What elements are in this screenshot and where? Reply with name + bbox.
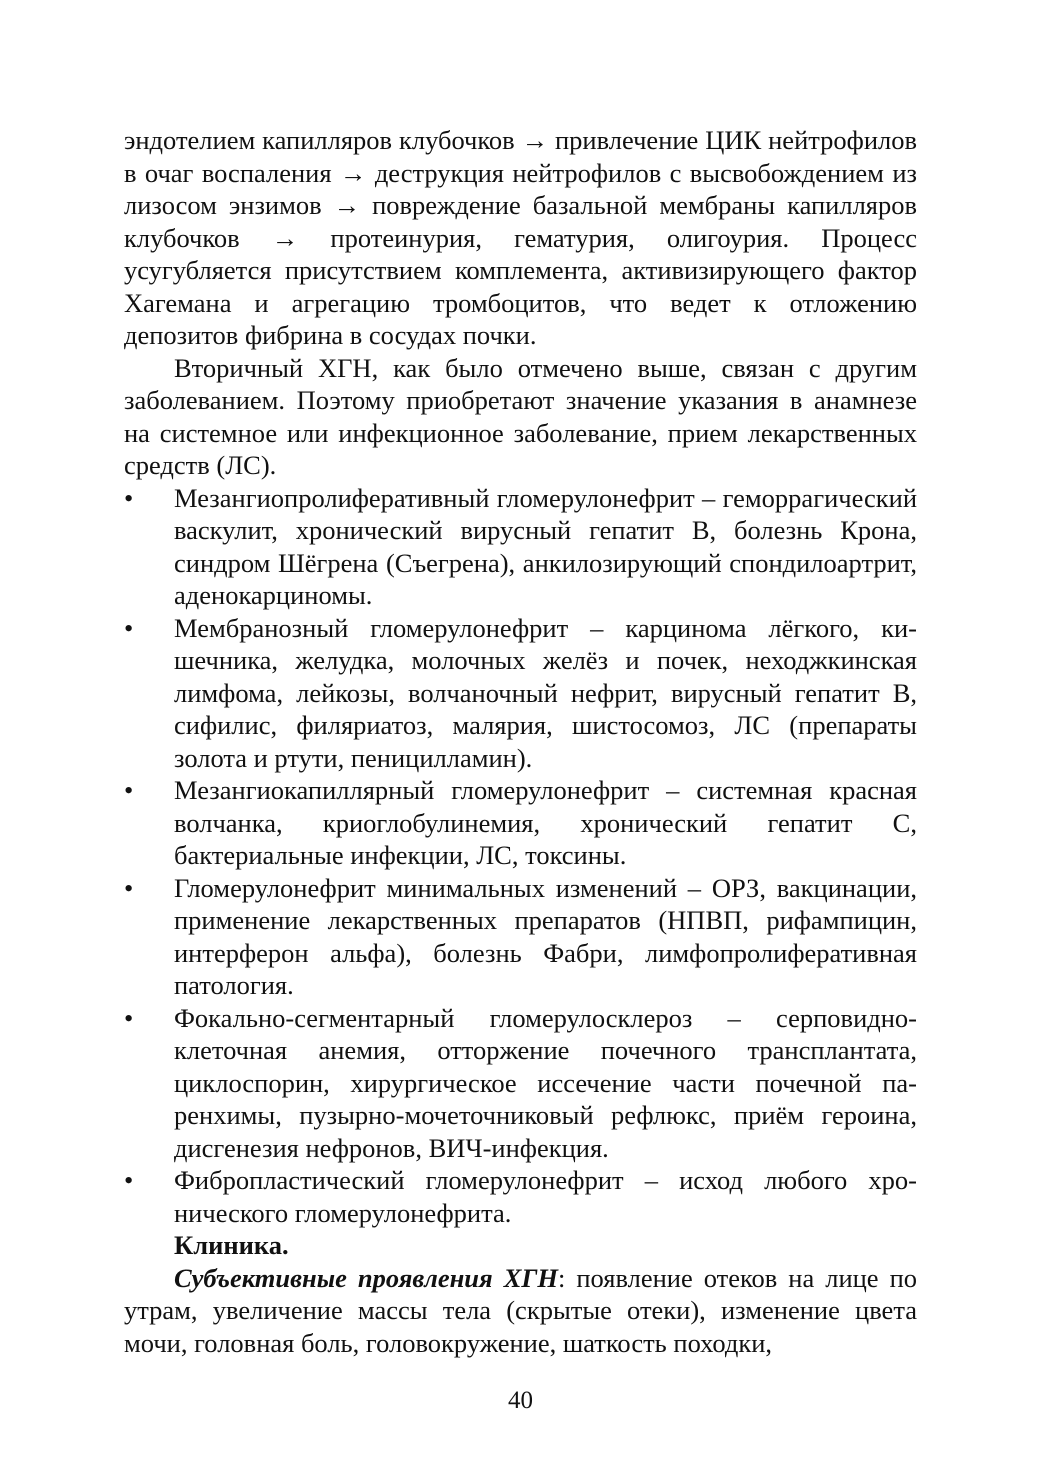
list-item [124,612,917,775]
bullet-icon: • [124,775,134,805]
list-item-text: Мезангиокапиллярный гломерулонефрит – системная красная волчанка, криоглобулинемия, хронический гепатит С, бактериальные инфекции, ЛС, токсины. [174,775,917,870]
bullet-icon: • [124,1002,134,1033]
list-item-text: Фокально-сегментарный гломерулосклероз – серповидноклеточная анемия, отторжение почечного трансплантата, циклоспорин, хирургическое иссечение части почечной паренхимы, пузырно-мочеточниковый рефлюкс, приём героина, дисгенезия нефронов, ВИЧ-инфекция. [174,1002,917,1163]
paragraph-subjective-symptoms [124,1262,917,1360]
bullet-list [124,482,917,1230]
paragraph-secondary-cgn: Вторичный ХГН, как было отмечено выше, связан с другим заболеванием. Поэтому приобретают значение указания в анамнезе на системное или инфекционное заболевание, прием лекарственных средств (ЛС). [124,352,917,480]
paragraph-text: : появление отеков на лице по утрам, увеличение массы тела (скрытые отеки), изменение цвета мочи, головная боль, головокружение, шаткость походки, [124,1262,918,1358]
list-item [124,482,917,612]
list-item-text: Мембранозный гломерулонефрит – карцинома лёгкого, кишечника, желудка, молочных желёз и почек, неходжкинская лимфома, лейкозы, волчаночный нефрит, вирусный гепатит В, сифилис, филяриатоз, малярия, шистосомоз, ЛС (препараты золота и ртути, пеницилламин). [174,612,917,773]
list-item [124,1164,917,1229]
list-item [124,1002,917,1165]
bullet-icon: • [124,872,134,903]
bullet-icon: • [124,482,134,513]
list-item-text: Фибропластический гломерулонефрит – исход любого хронического гломерулонефрита. [174,1165,917,1228]
bullet-icon: • [124,612,134,643]
paragraph-pathogenesis: эндотелием капилляров клубочков → привлечение ЦИК нейтрофилов в очаг воспаления → деструкция нейтрофилов с высвобождением из лизосом энзимов → повреждение базальной мембраны капилляров клубочков → протеинурия, гематурия, олигоурия. Процесс усугубляется присутствием комплемента, активизирующего фактор Хагемана и агрегацию тромбоцитов, что ведет к отложению депозитов фибрина в сосудах почки. [124,125,917,350]
section-heading: Клиника. [174,1230,289,1260]
list-item-text: Мезангиопролиферативный гломерулонефрит – геморрагический васкулит, хронический вирусный гепатит В, болезнь Крона, синдром Шёгрена (Съегрена), анкилозирующий спондилоартрит, аденокарциномы. [174,482,917,610]
bullet-icon: • [124,1165,134,1195]
page-body [124,124,917,1359]
list-item [124,872,917,1002]
emphasis-text: Субъективные проявления ХГН [174,1262,558,1293]
list-item-text: Гломерулонефрит минимальных изменений – ОРЗ, вакцинации, применение лекарственных препаратов (НПВП, рифампицин, интерферон альфа), болезнь Фабри, лимфопролиферативная патология. [174,872,917,1000]
list-item [124,774,917,872]
page-number: 40 [508,1387,533,1414]
